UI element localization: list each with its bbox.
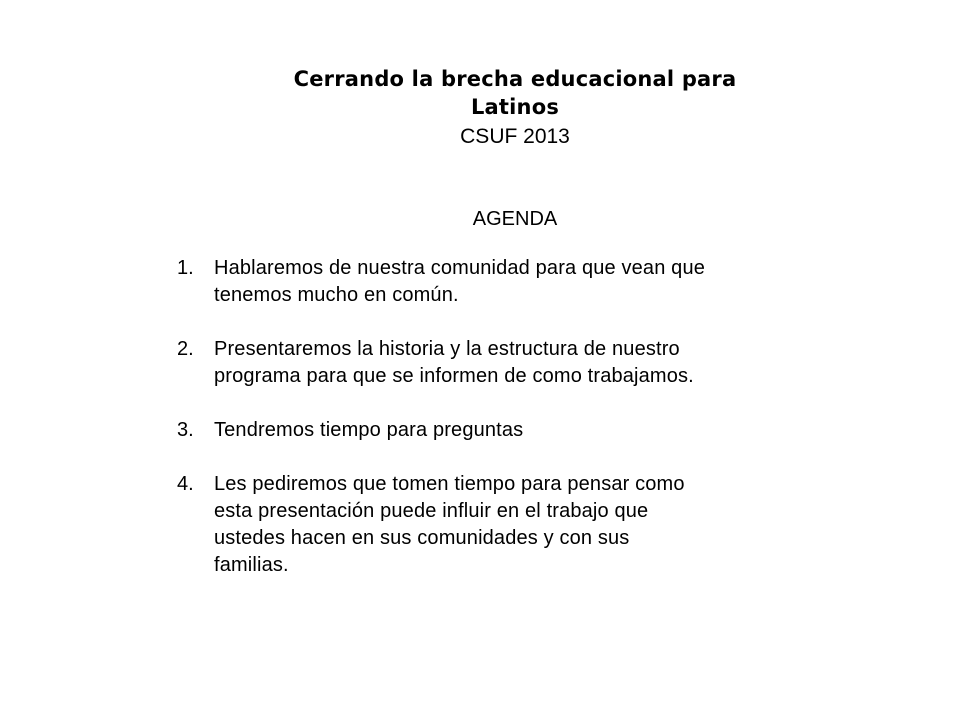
agenda-heading: AGENDA [472,208,558,230]
agenda-item-4 [177,471,817,579]
agenda-item-number: 1. [177,257,194,279]
agenda-item-number: 4. [177,473,194,495]
agenda-item-3 [177,417,817,444]
agenda-item-1 [177,255,817,309]
agenda-item-text: Hablaremos de nuestra comunidad para que vean que tenemos mucho en común. [214,257,706,306]
slide-subtitle: CSUF 2013 [460,125,570,148]
agenda-item-2 [177,336,817,390]
agenda-item-text: Les pediremos que tomen tiempo para pensar como esta presentación puede influir en el trabajo que ustedes hacen en sus comunidades y con sus familias. [214,473,685,576]
agenda-list [177,255,817,606]
agenda-item-number: 2. [177,338,194,360]
agenda-item-text: Tendremos tiempo para preguntas [214,419,524,441]
agenda-item-number: 3. [177,419,194,441]
slide-title [250,65,780,121]
title-text: Cerrando la brecha educacional para Latinos [293,67,737,119]
agenda-item-text: Presentaremos la historia y la estructura de nuestro programa para que se informen de como trabajamos. [214,338,694,387]
